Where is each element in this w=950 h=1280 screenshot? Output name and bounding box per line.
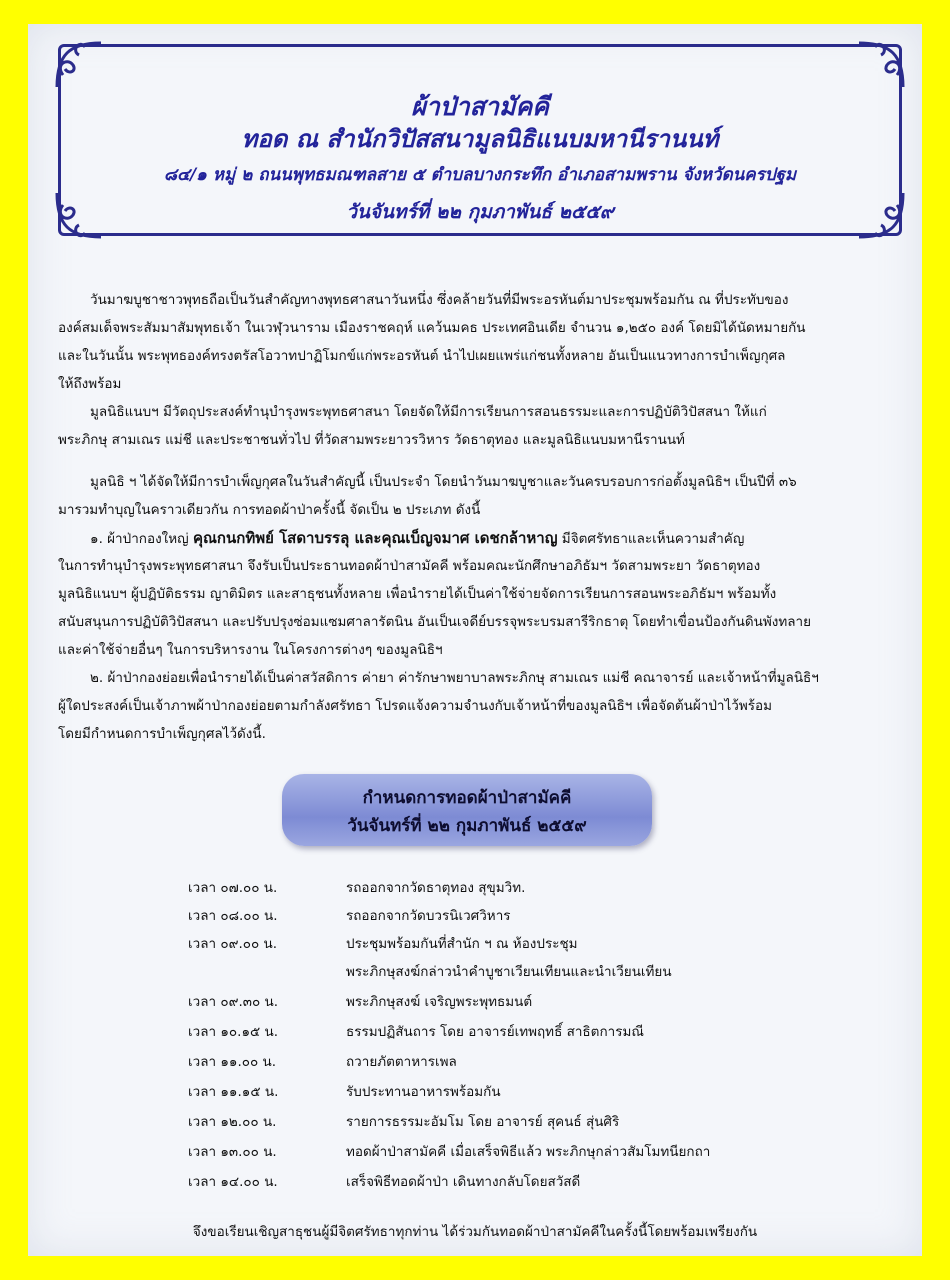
paragraph-line: ผู้ใดประสงค์เป็นเจ้าภาพผ้าป่ากองย่อยตามกำลังศรัทธา โปรดแจ้งความจำนงกับเจ้าหน้าที่ของมูลนิธิฯ เพื่อจัดต้นผ้าป่าไว้พร้อม [58, 698, 773, 714]
schedule-description: รถออกจากวัดบวรนิเวศวิหาร [346, 908, 511, 924]
schedule-description: ธรรมปฏิสันถาร โดย อาจารย์เทพฤทธิ์ สาธิตการมณี [346, 1024, 644, 1040]
donation-type-lead: ๑. ผ้าป่ากองใหญ่ [90, 531, 193, 547]
schedule-time: เวลา ๐๗.๐๐ น. [188, 880, 278, 896]
sponsor-names: คุณกนกทิพย์ โสดาบรรลุ และคุณเบ็ญจมาศ เดชกล้าหาญ [192, 529, 558, 547]
paragraph-line: ในการทำนุบำรุงพระพุทธศาสนา จึงรับเป็นประธานทอดผ้าป่าสามัคคี พร้อมคณะนักศึกษาอภิธัมฯ วัดสามพระยา วัดธาตุทอง [58, 558, 761, 574]
paragraph-line: และในวันนั้น พระพุทธองค์ทรงตรัสโอวาทปาฏิโมกข์แก่พระอรหันต์ นำไปเผยแพร่แก่ชนทั้งหลาย อันเป็นแนวทางการบำเพ็ญกุศล [58, 348, 786, 364]
schedule-time: เวลา ๐๘.๐๐ น. [188, 908, 278, 924]
paragraph-line: มารวมทำบุญในคราวเดียวกัน การทอดผ้าป่าครั้งนี้ จัดเป็น ๒ ประเภท ดังนี้ [58, 502, 481, 518]
schedule-time: เวลา ๑๒.๐๐ น. [188, 1114, 277, 1130]
paragraph-line: มูลนิธิแนบฯ มีวัตถุประสงค์ทำนุบำรุงพระพุทธศาสนา โดยจัดให้มีการเรียนการสอนธรรมะและการปฏิบัติวิปัสสนา ให้แก่ [90, 404, 767, 420]
schedule-description: ถวายภัตตาหารเพล [346, 1054, 457, 1070]
schedule-time: เวลา ๑๑.๐๐ น. [188, 1054, 277, 1070]
paragraph-line: องค์สมเด็จพระสัมมาสัมพุทธเจ้า ในเวฬุวนาราม เมืองราชคฤห์ แคว้นมคธ ประเทศอินเดีย จำนวน ๑,๒๕๐ องค์ โดยมิได้นัดหมายกัน [58, 320, 806, 336]
header-title: ผ้าป่าสามัคคี [411, 92, 549, 121]
paragraph-line: วันมาฆบูชาชาวพุทธถือเป็นวันสำคัญทางพุทธศาสนาวันหนึ่ง ซึ่งคล้ายวันที่มีพระอรหันต์มาประชุมพร้อมกัน ณ ที่ประทับของ [90, 292, 789, 308]
paragraph-line: มูลนิธิแนบฯ ผู้ปฏิบัติธรรม ญาติมิตร และสาธุชนทั้งหลาย เพื่อนำรายได้เป็นค่าใช้จ่ายจัดการเรียนการสอนพระอภิธัมฯ พร้อมทั้ง [58, 586, 777, 602]
schedule-description: ทอดผ้าป่าสามัคคี เมื่อเสร็จพิธีแล้ว พระภิกษุกล่าวสัมโมทนียกถา [346, 1144, 711, 1160]
closing-invitation: จึงขอเรียนเชิญสาธุชนผู้มีจิตศรัทธาทุกท่าน ได้ร่วมกันทอดผ้าป่าสามัคคีในครั้งนี้โดยพร้อมเพรียงกัน [192, 1224, 758, 1240]
header-subtitle: ทอด ณ สำนักวิปัสสนามูลนิธิแนบมหานีรานนท์ [241, 124, 719, 153]
corner-ornament-icon [49, 35, 109, 95]
paragraph-line: ให้ถึงพร้อม [58, 376, 122, 392]
schedule-description: รถออกจากวัดธาตุทอง สุขุมวิท. [346, 880, 526, 896]
schedule-description: พระภิกษุสงฆ์กล่าวนำคำบูชาเวียนเทียนและนำเวียนเทียน [346, 964, 672, 980]
schedule-banner [282, 774, 652, 846]
donation-type-tail: มีจิตศรัทธาและเห็นความสำคัญ [557, 531, 745, 547]
paragraph-line: พระภิกษุ สามเณร แม่ชี และประชาชนทั่วไป ที่วัดสามพระยาวรวิหาร วัดธาตุทอง และมูลนิธิแนบมหานีรานนท์ [58, 432, 685, 448]
schedule-description: ประชุมพร้อมกันที่สำนัก ฯ ณ ห้องประชุม [346, 936, 578, 952]
schedule-time: เวลา ๐๙.๐๐ น. [188, 936, 278, 952]
header-address: ๘๔/๑ หมู่ ๒ ถนนพุทธมณฑลสาย ๕ ตำบลบางกระทึก อำเภอสามพราน จังหวัดนครปฐม [163, 165, 797, 185]
schedule-time: เวลา ๐๙.๓๐ น. [188, 994, 279, 1010]
schedule-time: เวลา ๑๐.๑๕ น. [188, 1024, 279, 1040]
schedule-description: รับประทานอาหารพร้อมกัน [346, 1084, 501, 1100]
paragraph-line: โดยมีกำหนดการบำเพ็ญกุศลไว้ดังนี้. [58, 726, 266, 742]
paragraph-line: และค่าใช้จ่ายอื่นๆ ในการบริหารงาน ในโครงการต่างๆ ของมูลนิธิฯ [58, 642, 443, 658]
schedule-description: รายการธรรมะอัมโม โดย อาจารย์ สุคนธ์ สุ่นศิริ [346, 1114, 620, 1130]
paragraph-line: สนับสนุนการปฏิบัติวิปัสสนา และปรับปรุงซ่อมแซมศาลารัตนิน อันเป็นเจดีย์บรรจุพระบรมสารีริกธาตุ โดยทำเขื่อนป้องกันดินพังทลาย [58, 614, 812, 630]
header-date: วันจันทร์ที่ ๒๒ กุมภาพันธ์ ๒๕๕๙ [346, 201, 614, 223]
schedule-time: เวลา ๑๔.๐๐ น. [188, 1174, 278, 1190]
paragraph-line [90, 524, 744, 553]
paragraph-line: ๒. ผ้าป่ากองย่อยเพื่อนำรายได้เป็นค่าสวัสดิการ ค่ายา ค่ารักษาพยาบาลพระภิกษุ สามเณร แม่ชี คณาจารย์ และเจ้าหน้าที่มูลนิธิฯ [90, 670, 819, 686]
paragraph-line: มูลนิธิ ฯ ได้จัดให้มีการบำเพ็ญกุศลในวันสำคัญนี้ เป็นประจำ โดยนำวันมาฆบูชาและวันครบรอบการก่อตั้งมูลนิธิฯ เป็นปีที่ ๓๖ [90, 474, 797, 490]
schedule-banner-date: วันจันทร์ที่ ๒๒ กุมภาพันธ์ ๒๕๕๙ [347, 816, 587, 836]
schedule-time: เวลา ๑๑.๑๕ น. [188, 1084, 279, 1100]
schedule-description: เสร็จพิธีทอดผ้าป่า เดินทางกลับโดยสวัสดี [346, 1174, 581, 1190]
header-frame [58, 44, 902, 236]
schedule-description: พระภิกษุสงฆ์ เจริญพระพุทธมนต์ [346, 994, 533, 1010]
schedule-time: เวลา ๑๓.๐๐ น. [188, 1144, 277, 1160]
corner-ornament-icon [851, 35, 911, 95]
schedule-banner-title: กำหนดการทอดผ้าป่าสามัคคี [362, 788, 572, 808]
